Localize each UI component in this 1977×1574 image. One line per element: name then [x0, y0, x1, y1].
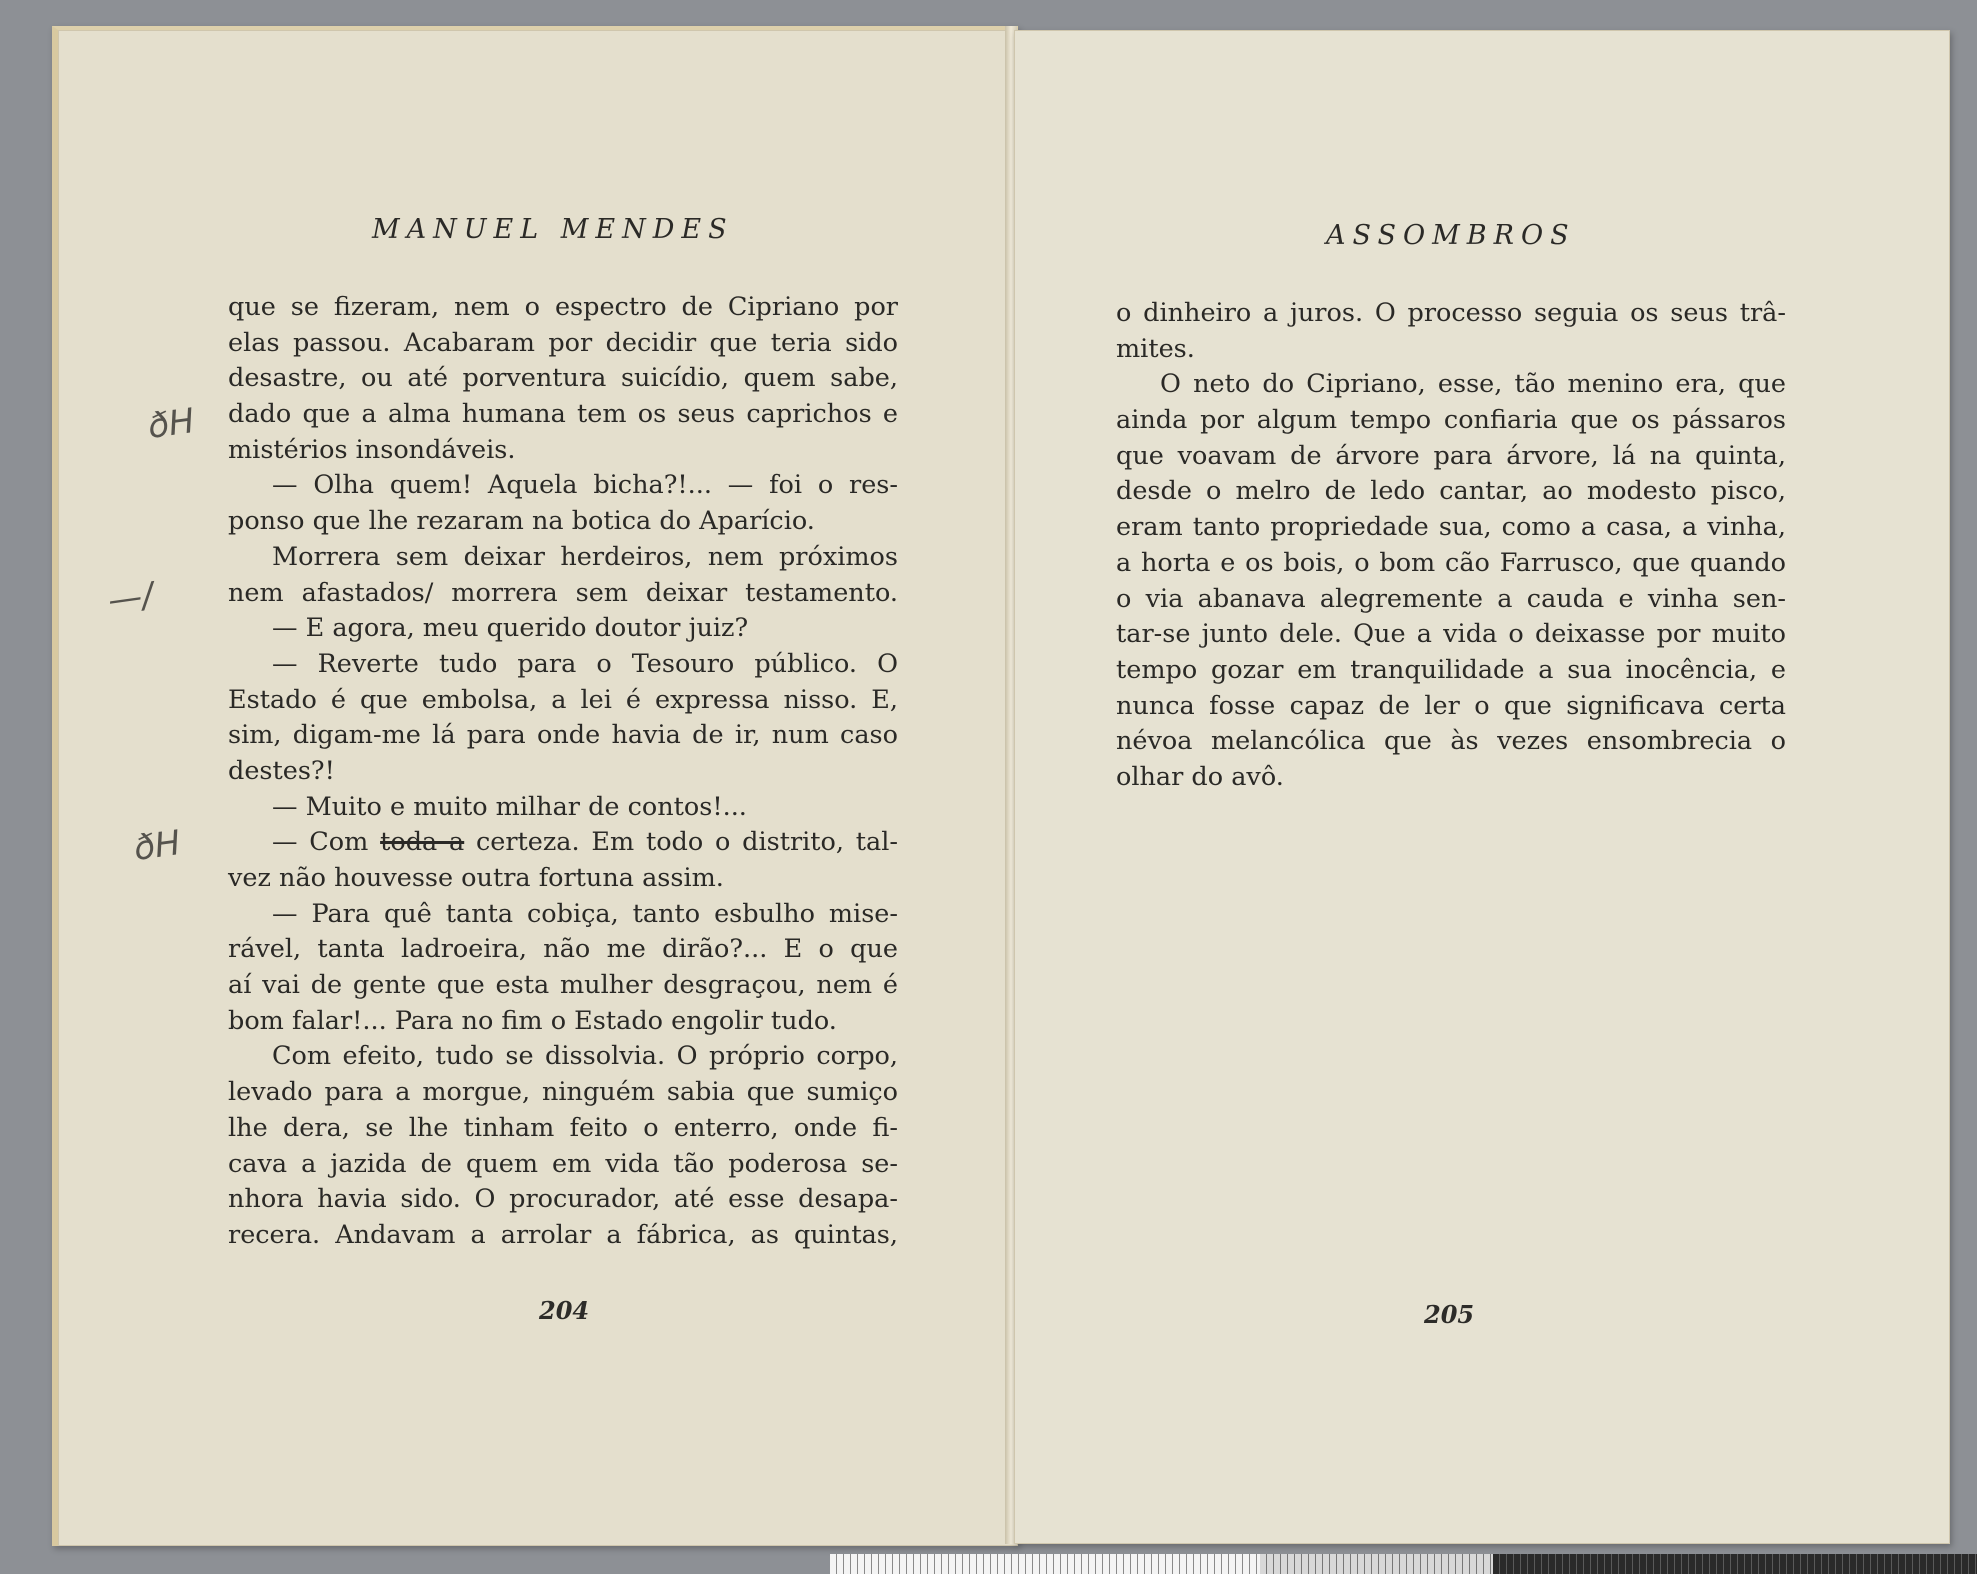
text-line-with-strikethrough: — Com toda a certeza. Em todo o distrito, tal-	[272, 827, 898, 858]
left-page-text	[228, 290, 898, 1254]
text-line: a horta e os bois, o bom cão Farrusco, que quando	[1116, 547, 1786, 578]
text-line: mites.	[1116, 333, 1195, 364]
text-line: o dinheiro a juros. O processo seguia os seus trâ-	[1116, 298, 1786, 328]
text-line: mistérios insondáveis.	[228, 434, 516, 465]
text-line: destes?!	[228, 755, 335, 786]
text-line: O neto do Cipriano, esse, tão menino era, que	[1160, 369, 1786, 400]
text-line: Estado é que embolsa, a lei é expressa nisso. E,	[228, 684, 898, 715]
text-line: nunca fosse capaz de ler o que significava certa	[1116, 690, 1786, 721]
ruler-mid-section	[1260, 1554, 1493, 1574]
text-line: olhar do avô.	[1116, 761, 1284, 792]
left-page-number: 204	[539, 1296, 590, 1325]
text-line: bom falar!... Para no fim o Estado engolir tudo.	[228, 1005, 837, 1036]
text-line: cava a jazida de quem em vida tão poderosa se-	[228, 1148, 898, 1179]
text-line: que voavam de árvore para árvore, lá na quinta,	[1116, 440, 1786, 471]
text-line: — Muito e muito milhar de contos!...	[272, 791, 747, 822]
text-line: desastre, ou até porventura suicídio, quem sabe,	[228, 363, 898, 394]
text-line: Com efeito, tudo se dissolvia. O próprio corpo,	[272, 1041, 898, 1072]
text-line: rável, tanta ladroeira, não me dirão?... E o que	[228, 934, 898, 965]
text-line: elas passou. Acabaram por decidir que teria sido	[228, 327, 898, 358]
ruler-dark-section	[1493, 1554, 1977, 1574]
text-line: o via abanava alegremente a cauda e vinha sen-	[1116, 583, 1786, 614]
text-line: tempo gozar em tranquilidade a sua inocência, e	[1116, 654, 1786, 685]
text-line: recera. Andavam a arrolar a fábrica, as quintas,	[228, 1219, 898, 1250]
text-line: levado para a morgue, ninguém sabia que sumiço	[228, 1077, 898, 1108]
text-line: sim, digam-me lá para onde havia de ir, num caso	[228, 720, 898, 751]
handwritten-margin-note: ðH	[145, 400, 197, 448]
struck-text: toda a	[380, 827, 465, 858]
right-page-text	[1116, 296, 1786, 796]
right-running-head: ASSOMBROS	[1326, 220, 1576, 251]
text-line: ainda por algum tempo confiaria que os pássaros	[1116, 405, 1786, 436]
text-line: Morrera sem deixar herdeiros, nem próximos	[272, 541, 898, 572]
scale-ruler	[830, 1554, 1977, 1574]
text-line: eram tanto propriedade sua, como a casa, a vinha,	[1116, 512, 1786, 543]
text-line: nem afastados/ morrera sem deixar testamento.	[228, 577, 898, 608]
text-line: lhe dera, se lhe tinham feito o enterro, onde fi-	[228, 1112, 898, 1143]
handwritten-margin-note: ðH	[131, 822, 183, 870]
text-line: dado que a alma humana tem os seus caprichos e	[228, 399, 898, 430]
handwritten-margin-note: —/	[105, 575, 157, 621]
text-line: aí vai de gente que esta mulher desgraçou, nem é	[228, 970, 898, 1001]
text-line: ponso que lhe rezaram na botica do Aparício.	[228, 506, 815, 537]
text-line: — Olha quem! Aquela bicha?!... — foi o res-	[272, 470, 898, 501]
right-page-number: 205	[1424, 1300, 1475, 1329]
text-line: nhora havia sido. O procurador, até esse desapa-	[228, 1184, 898, 1215]
text-line: névoa melancólica que às vezes ensombrecia o	[1116, 726, 1786, 757]
text-line: vez não houvesse outra fortuna assim.	[228, 863, 724, 893]
left-running-head: MANUEL MENDES	[372, 214, 734, 245]
text-line: — Reverte tudo para o Tesouro público. O	[272, 648, 898, 679]
text-line: — E agora, meu querido doutor juiz?	[272, 613, 749, 644]
text-line: desde o melro de ledo cantar, ao modesto pisco,	[1116, 476, 1786, 507]
text-line: que se fizeram, nem o espectro de Cipriano por	[228, 292, 898, 322]
text-line: — Para quê tanta cobiça, tanto esbulho mise-	[272, 898, 898, 929]
text-line: tar-se junto dele. Que a vida o deixasse por muito	[1116, 619, 1786, 650]
